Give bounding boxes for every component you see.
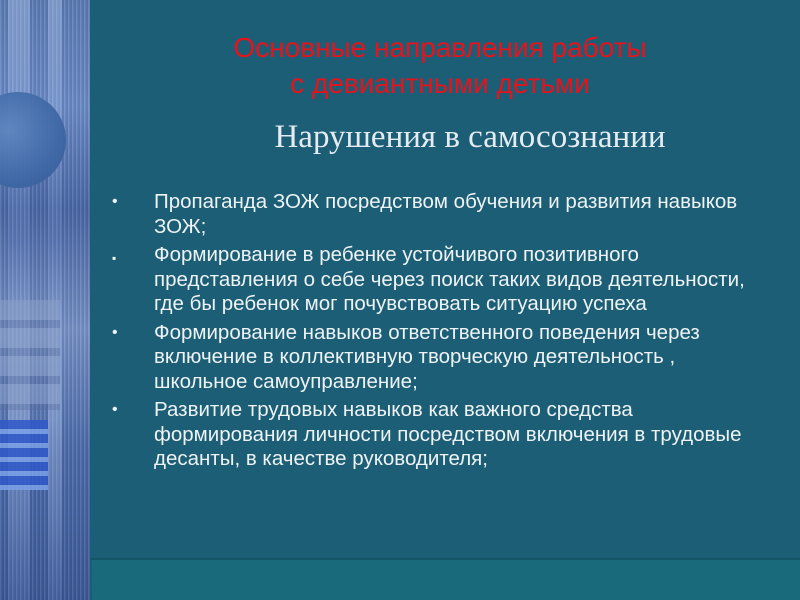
decorative-grey-blocks (0, 300, 60, 410)
bullet-dot-icon: • (112, 401, 118, 418)
bullet-text: Формирование навыков ответственного поведения через включение в коллективную творческую деятельность , школьное самоуправление; (154, 320, 700, 393)
slide-title (120, 30, 760, 102)
bullet-square-icon: ▪ (112, 251, 117, 265)
bullet-item (100, 398, 760, 472)
bullet-text: Пропаганда ЗОЖ посредством обучения и развития навыков ЗОЖ; (154, 190, 738, 238)
bullet-item (100, 321, 760, 395)
title-line-1: Основные направления работы (233, 32, 647, 63)
bullet-dot-icon: • (112, 193, 118, 210)
bottom-band (92, 560, 800, 600)
title-line-2: с девиантными детьми (290, 68, 590, 99)
bullet-text: Развитие трудовых навыков как важного средства формирования личности посредством включения в трудовые десанты, в качестве руководителя; (154, 398, 742, 470)
decorative-left-strip (0, 0, 90, 600)
slide-subtitle: Нарушения в самосознании (274, 119, 666, 155)
bullet-list (100, 190, 760, 476)
bullet-item (100, 190, 760, 239)
bullet-text: Формирование в ребенке устойчивого позитивного представления о себе через поиск таких видов деятельности, где бы ребенок мог почувствовать ситуацию успеха (154, 243, 745, 315)
bullet-item (100, 243, 760, 317)
decorative-blue-bars (0, 420, 48, 490)
bullet-dot-icon: • (112, 323, 118, 341)
